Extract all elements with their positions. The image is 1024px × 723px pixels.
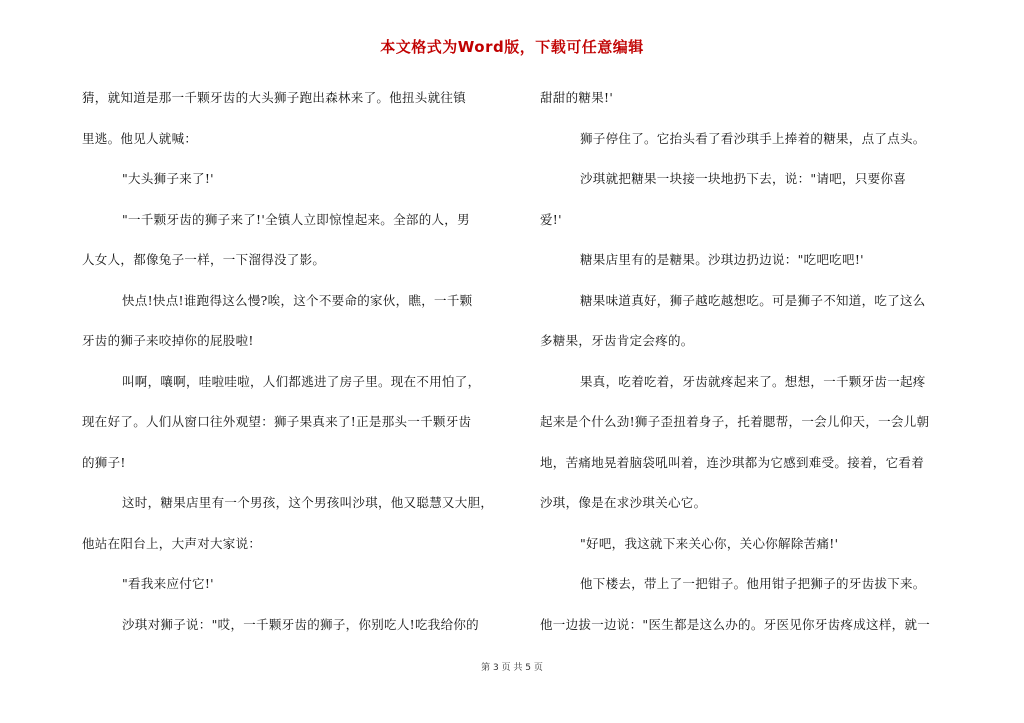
page-banner: 本文格式为Word版，下载可任意编辑 bbox=[380, 38, 644, 56]
text-line: 他下楼去，带上了一把钳子。他用钳子把狮子的牙齿拔下来。 bbox=[580, 576, 926, 591]
text-line: 牙齿的狮子来咬掉你的屁股啦! bbox=[82, 333, 254, 348]
text-line: 沙琪，像是在求沙琪关心它。 bbox=[540, 495, 707, 510]
text-line: "一千颗牙齿的狮子来了!'全镇人立即惊惶起来。全部的人，男 bbox=[122, 211, 470, 227]
text-line: 沙琪对狮子说："哎，一千颗牙齿的狮子，你别吃人!吃我给你的 bbox=[122, 616, 479, 632]
text-line: 里逃。他见人就喊： bbox=[82, 130, 198, 146]
text-line: 快点!快点!谁跑得这么慢?唉，这个不要命的家伙，瞧，一千颗 bbox=[122, 292, 473, 308]
left-column bbox=[82, 78, 512, 645]
text-line: 他一边拔一边说："医生都是这么办的。牙医见你牙齿疼成这样，就一 bbox=[540, 616, 931, 632]
text-line: 人女人，都像兔子一样，一下溜得没了影。 bbox=[82, 252, 326, 267]
right-column bbox=[540, 78, 970, 645]
page-footer: 第 3 页 共 5 页 bbox=[481, 663, 543, 673]
text-line: 糖果店里有的是糖果。沙琪边扔边说："吃吧吃吧!' bbox=[580, 252, 864, 267]
text-line: 糖果味道真好，狮子越吃越想吃。可是狮子不知道，吃了这么 bbox=[580, 292, 926, 308]
text-line: 狮子停住了。它抬头看了看沙琪手上捧着的糖果，点了点头。 bbox=[580, 130, 926, 146]
text-line: 现在好了。人们从窗口往外观望：狮子果真来了!正是那头一千颗牙齿 bbox=[82, 414, 472, 429]
text-line: 甜甜的糖果!' bbox=[540, 90, 614, 105]
text-line: 起来是个什么劲!狮子歪扭着身子，托着腮帮，一会儿仰天，一会儿朝 bbox=[540, 414, 930, 429]
text-line: 地，苦痛地晃着脑袋吼叫着，连沙琪都为它感到难受。接着，它看着 bbox=[540, 454, 925, 470]
text-line: 叫啊，嚷啊，哇啦哇啦，人们都逃进了房子里。现在不用怕了， bbox=[122, 373, 481, 389]
text-line: 这时，糖果店里有一个男孩，这个男孩叫沙琪，他又聪慧又大胆， bbox=[122, 495, 494, 510]
text-line: 果真，吃着吃着，牙齿就疼起来了。想想，一千颗牙齿一起疼 bbox=[580, 373, 926, 389]
text-line: 多糖果，牙齿肯定会疼的。 bbox=[540, 333, 694, 348]
text-line: 的狮子! bbox=[82, 454, 126, 470]
text-line: "看我来应付它!' bbox=[122, 576, 214, 591]
text-line: 他站在阳台上，大声对大家说： bbox=[82, 535, 262, 551]
text-line: 沙琪就把糖果一块接一块地扔下去，说："请吧，只要你喜 bbox=[580, 171, 907, 186]
text-line: 猜，就知道是那一千颗牙齿的大头狮子跑出森林来了。他扭头就往镇 bbox=[82, 90, 467, 105]
text-line: "好吧，我这就下来关心你，关心你解除苦痛!' bbox=[580, 535, 839, 551]
text-line: "大头狮子来了!' bbox=[122, 171, 214, 186]
text-line: 爱!' bbox=[540, 211, 562, 227]
